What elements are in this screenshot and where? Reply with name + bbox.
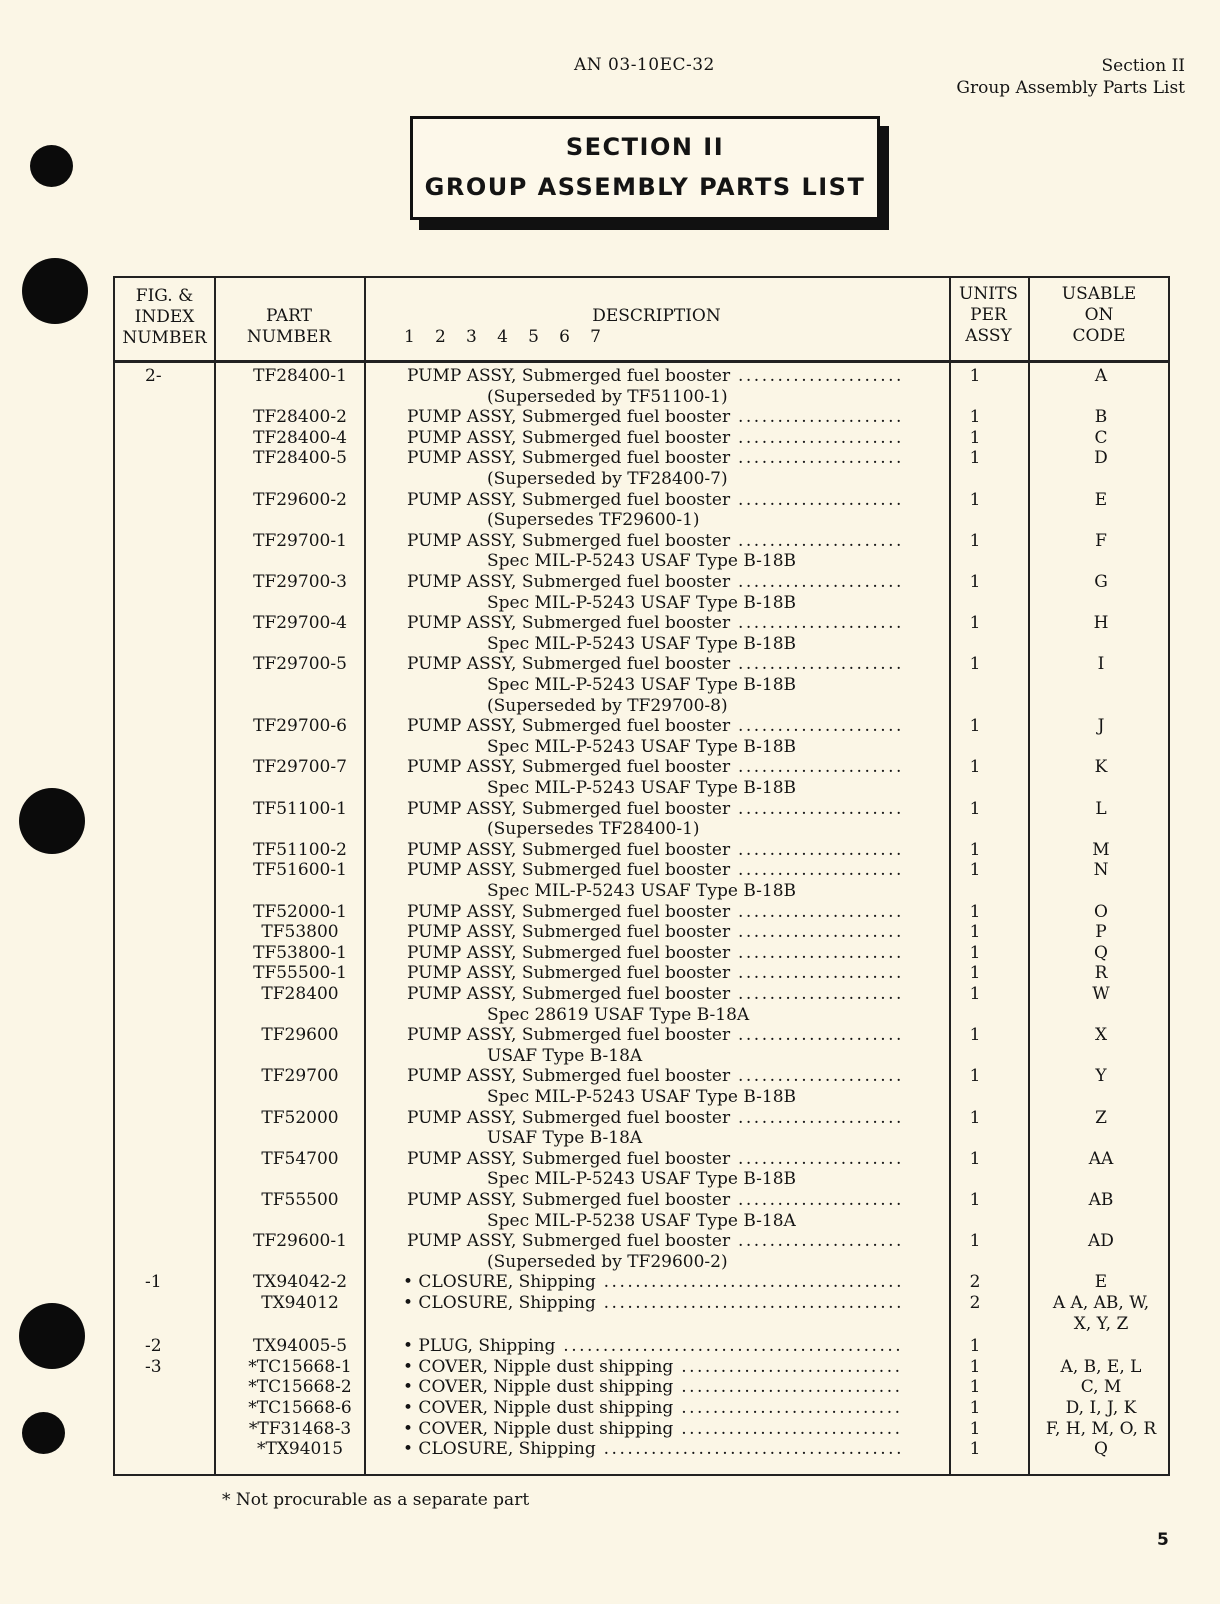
part-number: TF29600-1 <box>253 1231 347 1252</box>
part-number: TF29700-4 <box>253 613 347 634</box>
units-per-assy: 1 <box>969 1148 981 1169</box>
section-label: Section II <box>1101 56 1185 76</box>
units-per-assy: 1 <box>969 1066 981 1087</box>
description <box>407 799 904 819</box>
usable-on-code-continued: X, Y, Z <box>1073 1313 1129 1334</box>
part-number: TF52000-1 <box>253 901 347 922</box>
column-header-units <box>949 278 1028 366</box>
leader-dots: ........................................... <box>555 1336 904 1357</box>
usable-on-code: F, H, M, O, R <box>1045 1418 1157 1439</box>
units-per-assy: 1 <box>969 613 981 634</box>
description-text: PUMP ASSY, Submerged fuel booster <box>407 530 731 551</box>
units-per-assy: 1 <box>969 448 981 469</box>
usable-on-code: I <box>1097 654 1105 675</box>
header-text: FIG. & <box>135 286 194 306</box>
description-text: PUMP ASSY, Submerged fuel booster <box>407 942 731 963</box>
part-number: TF29600 <box>261 1025 339 1046</box>
part-number: *TF31468-3 <box>248 1418 352 1439</box>
header-text: ON <box>1084 305 1114 325</box>
usable-on-code: G <box>1094 572 1108 592</box>
units-per-assy: 1 <box>969 530 981 551</box>
leader-dots: ............................ <box>673 1377 903 1398</box>
description <box>407 860 904 880</box>
description <box>407 428 904 448</box>
leader-dots: ..................... <box>730 1066 904 1087</box>
description-text: PUMP ASSY, Submerged fuel booster <box>407 984 731 1004</box>
part-number: TF51100-1 <box>253 798 347 819</box>
description <box>407 448 904 468</box>
part-number: TF55500-1 <box>253 963 347 984</box>
description-text: PUMP ASSY, Submerged fuel booster <box>407 860 731 881</box>
description <box>407 366 904 386</box>
description <box>407 490 904 510</box>
part-number: TF53800 <box>261 922 339 943</box>
part-number: *TC15668-2 <box>248 1377 352 1398</box>
description-text: • CLOSURE, Shipping <box>403 1439 596 1460</box>
part-number: TF29700-7 <box>253 757 347 778</box>
description-text: PUMP ASSY, Submerged fuel booster <box>407 1066 731 1087</box>
description <box>407 963 904 983</box>
description-text: PUMP ASSY, Submerged fuel booster <box>407 716 731 737</box>
units-per-assy: 1 <box>969 839 981 860</box>
description <box>407 1190 904 1210</box>
header-text: NUMBER <box>246 327 332 347</box>
usable-on-code: E <box>1094 1272 1108 1293</box>
part-number: TF52000 <box>261 1107 339 1128</box>
description-text: • COVER, Nipple dust shipping <box>403 1398 674 1419</box>
binder-hole <box>19 788 85 854</box>
binder-hole <box>22 1412 65 1454</box>
part-number: TF55500 <box>261 1190 339 1210</box>
description-text: • COVER, Nipple dust shipping <box>403 1377 674 1398</box>
running-header <box>956 55 1185 99</box>
usable-on-code: H <box>1093 613 1109 634</box>
description-note: USAF Type B-18A <box>487 1128 643 1149</box>
leader-dots: ..................... <box>730 654 904 675</box>
leader-dots: ............................ <box>673 1356 903 1377</box>
column-header-usable-on-code <box>1028 278 1170 366</box>
index-number: 2- <box>145 366 162 386</box>
description <box>407 613 904 633</box>
usable-on-code: A <box>1094 366 1108 386</box>
usable-on-code: O <box>1094 901 1108 922</box>
description-note: (Superseded by TF51100-1) <box>487 386 728 407</box>
units-per-assy: 1 <box>969 984 981 1004</box>
description-note: (Superseded by TF28400-7) <box>487 469 728 489</box>
units-per-assy: 2 <box>969 1293 981 1313</box>
units-per-assy: 1 <box>969 1190 981 1210</box>
units-per-assy: 1 <box>969 860 981 881</box>
header-text: PER <box>970 305 1007 325</box>
units-per-assy: 1 <box>969 716 981 737</box>
description-note: (Superseded by TF29600-2) <box>487 1251 728 1272</box>
leader-dots: ..................... <box>730 407 904 428</box>
description <box>407 654 904 674</box>
description-text: PUMP ASSY, Submerged fuel booster <box>407 1190 731 1210</box>
part-number: TF28400-2 <box>253 407 347 428</box>
description-text: PUMP ASSY, Submerged fuel booster <box>407 366 731 386</box>
header-text: CODE <box>1072 326 1126 346</box>
leader-dots: ..................... <box>730 716 904 737</box>
description <box>407 840 904 860</box>
leader-dots: ..................... <box>730 572 904 592</box>
column-header-index <box>115 278 214 368</box>
usable-on-code: E <box>1094 489 1108 510</box>
leader-dots: ..................... <box>730 901 904 922</box>
description <box>407 943 904 963</box>
description <box>407 922 904 942</box>
description <box>407 757 904 777</box>
binder-hole <box>19 1303 85 1369</box>
usable-on-code: M <box>1092 839 1110 860</box>
units-per-assy: 1 <box>969 654 981 675</box>
description <box>407 1149 904 1169</box>
header-text: ASSY <box>965 326 1012 346</box>
part-number: TF51100-2 <box>253 839 347 860</box>
usable-on-code: Q <box>1094 942 1108 963</box>
units-per-assy: 1 <box>969 963 981 984</box>
units-per-assy: 1 <box>969 1398 981 1419</box>
leader-dots: ...................................... <box>595 1272 904 1293</box>
part-number: TX94005-5 <box>252 1336 348 1357</box>
units-per-assy: 1 <box>969 407 981 428</box>
leader-dots: ............................ <box>673 1398 903 1419</box>
description-note: Spec MIL-P-5243 USAF Type B-18B <box>487 633 797 654</box>
description <box>407 1108 904 1128</box>
units-per-assy: 2 <box>969 1272 981 1293</box>
part-number: TX94042-2 <box>252 1272 348 1293</box>
leader-dots: ..................... <box>730 984 904 1004</box>
part-number: TF54700 <box>261 1148 339 1169</box>
header-text: INDEX <box>134 307 195 327</box>
description <box>407 407 904 427</box>
section-title-box <box>410 116 880 220</box>
description <box>407 902 904 922</box>
description-note: Spec MIL-P-5243 USAF Type B-18B <box>487 736 797 757</box>
section-heading: GROUP ASSEMBLY PARTS LIST <box>424 173 866 201</box>
header-text: NUMBER <box>122 328 207 348</box>
binder-hole <box>22 258 88 324</box>
usable-on-code: X <box>1094 1025 1108 1046</box>
description-note: Spec MIL-P-5243 USAF Type B-18B <box>487 551 797 572</box>
part-number: *TC15668-1 <box>248 1356 352 1377</box>
leader-dots: ..................... <box>730 530 904 551</box>
units-per-assy: 1 <box>969 366 981 386</box>
usable-on-code: A A, AB, W, <box>1052 1293 1150 1313</box>
units-per-assy: 1 <box>969 942 981 963</box>
units-per-assy: 1 <box>969 1231 981 1252</box>
description <box>403 1419 903 1439</box>
units-per-assy: 1 <box>969 1356 981 1377</box>
description-text: PUMP ASSY, Submerged fuel booster <box>407 798 731 819</box>
description-text: PUMP ASSY, Submerged fuel booster <box>407 407 731 428</box>
units-per-assy: 1 <box>969 1336 981 1357</box>
description-text: PUMP ASSY, Submerged fuel booster <box>407 654 731 675</box>
leader-dots: ..................... <box>730 963 904 984</box>
index-number: -3 <box>145 1356 162 1377</box>
description-text: PUMP ASSY, Submerged fuel booster <box>407 1025 731 1046</box>
description <box>403 1439 904 1459</box>
description-text: PUMP ASSY, Submerged fuel booster <box>407 427 731 448</box>
description <box>407 1066 904 1086</box>
usable-on-code: D <box>1094 448 1108 469</box>
part-number: TF29700-3 <box>253 572 347 592</box>
description <box>403 1293 904 1313</box>
usable-on-code: B <box>1094 407 1108 428</box>
description-text: • COVER, Nipple dust shipping <box>403 1356 674 1377</box>
units-per-assy: 1 <box>969 1025 981 1046</box>
leader-dots: ..................... <box>730 1148 904 1169</box>
description-note: Spec MIL-P-5243 USAF Type B-18B <box>487 675 797 695</box>
description-text: PUMP ASSY, Submerged fuel booster <box>407 613 731 634</box>
description-note: USAF Type B-18A <box>487 1045 643 1066</box>
section-title: SECTION II <box>565 133 725 161</box>
units-per-assy: 1 <box>969 757 981 778</box>
leader-dots: ............................ <box>673 1418 903 1439</box>
part-number: TF28400-5 <box>253 448 347 469</box>
header-text: DESCRIPTION <box>592 306 721 326</box>
description-note: (Superseded by TF29700-8) <box>487 695 728 716</box>
description-text: PUMP ASSY, Submerged fuel booster <box>407 757 731 778</box>
part-number: TX94012 <box>261 1293 339 1313</box>
units-per-assy: 1 <box>969 901 981 922</box>
part-number: TF29700 <box>261 1066 339 1087</box>
units-per-assy: 1 <box>969 1377 981 1398</box>
leader-dots: ..................... <box>730 860 904 881</box>
footnote: * Not procurable as a separate part <box>222 1490 530 1510</box>
description-text: PUMP ASSY, Submerged fuel booster <box>407 572 731 592</box>
usable-on-code: L <box>1095 798 1107 819</box>
description <box>403 1377 903 1397</box>
column-divider <box>949 278 951 1474</box>
part-number: *TX94015 <box>256 1439 344 1460</box>
description <box>403 1272 904 1292</box>
units-per-assy: 1 <box>969 1107 981 1128</box>
units-per-assy: 1 <box>969 572 981 592</box>
leader-dots: ...................................... <box>595 1293 904 1313</box>
description-note: Spec MIL-P-5238 USAF Type B-18A <box>487 1210 796 1231</box>
description-note: Spec MIL-P-5243 USAF Type B-18B <box>487 778 797 798</box>
leader-dots: ..................... <box>730 1231 904 1252</box>
header-text: PART <box>266 306 312 326</box>
part-number: TF28400-1 <box>253 366 347 386</box>
description-text: PUMP ASSY, Submerged fuel booster <box>407 448 731 469</box>
usable-on-code: AD <box>1088 1231 1114 1252</box>
description-text: PUMP ASSY, Submerged fuel booster <box>407 901 731 922</box>
units-per-assy: 1 <box>969 1418 981 1439</box>
usable-on-code: F <box>1095 530 1107 551</box>
description-text: • COVER, Nipple dust shipping <box>403 1418 674 1439</box>
usable-on-code: D, I, J, K <box>1065 1398 1137 1419</box>
part-number: *TC15668-6 <box>248 1398 352 1419</box>
description-text: PUMP ASSY, Submerged fuel booster <box>407 963 731 984</box>
part-number: TF51600-1 <box>253 860 347 881</box>
document-number: AN 03-10EC-32 <box>574 55 715 75</box>
leader-dots: ..................... <box>730 1107 904 1128</box>
part-number: TF29600-2 <box>253 489 347 510</box>
units-per-assy: 1 <box>969 1439 981 1460</box>
description <box>403 1336 903 1356</box>
part-number: TF29700-5 <box>253 654 347 675</box>
usable-on-code: AA <box>1088 1148 1114 1169</box>
leader-dots: ..................... <box>730 366 904 386</box>
description-text: • PLUG, Shipping <box>403 1336 556 1357</box>
description-text: PUMP ASSY, Submerged fuel booster <box>407 839 731 860</box>
description-note: (Supersedes TF28400-1) <box>487 819 700 840</box>
units-per-assy: 1 <box>969 427 981 448</box>
index-number: -1 <box>145 1272 162 1293</box>
leader-dots: ..................... <box>730 427 904 448</box>
units-per-assy: 1 <box>969 489 981 510</box>
description <box>407 716 904 736</box>
leader-dots: ..................... <box>730 757 904 778</box>
units-per-assy: 1 <box>969 922 981 943</box>
usable-on-code: W <box>1092 984 1110 1004</box>
description <box>407 1231 904 1251</box>
description-text: PUMP ASSY, Submerged fuel booster <box>407 1231 731 1252</box>
leader-dots: ..................... <box>730 922 904 943</box>
description <box>407 572 904 592</box>
usable-on-code: N <box>1093 860 1109 881</box>
leader-dots: ...................................... <box>595 1439 904 1460</box>
header-text: UNITS <box>959 284 1018 304</box>
leader-dots: ..................... <box>730 613 904 634</box>
part-number: TF29700-1 <box>253 530 347 551</box>
description-text: PUMP ASSY, Submerged fuel booster <box>407 1148 731 1169</box>
usable-on-code: J <box>1097 716 1105 737</box>
description-note: Spec MIL-P-5243 USAF Type B-18B <box>487 881 797 901</box>
leader-dots: ..................... <box>730 448 904 469</box>
page-number: 5 <box>1157 1530 1169 1550</box>
description-note: Spec MIL-P-5243 USAF Type B-18B <box>487 1087 797 1107</box>
usable-on-code: K <box>1094 757 1108 778</box>
usable-on-code: C, M <box>1080 1377 1122 1398</box>
usable-on-code: Y <box>1095 1066 1107 1087</box>
description <box>403 1398 903 1418</box>
description <box>403 1357 903 1377</box>
leader-dots: ..................... <box>730 839 904 860</box>
description-note: (Supersedes TF29600-1) <box>487 510 700 531</box>
usable-on-code: P <box>1095 922 1107 943</box>
description-note: Spec 28619 USAF Type B-18A <box>487 1004 750 1025</box>
usable-on-code: Q <box>1094 1439 1108 1460</box>
parts-list-table <box>113 276 1170 1476</box>
index-number: -2 <box>145 1336 162 1357</box>
binder-hole <box>30 145 73 187</box>
leader-dots: ..................... <box>730 1190 904 1210</box>
usable-on-code: Z <box>1095 1107 1107 1128</box>
usable-on-code: AB <box>1088 1190 1114 1210</box>
part-number: TF29700-6 <box>253 716 347 737</box>
description <box>407 984 904 1004</box>
part-number: TF28400-4 <box>253 427 347 448</box>
part-number: TF28400 <box>261 984 339 1004</box>
description-text: PUMP ASSY, Submerged fuel booster <box>407 489 731 510</box>
leader-dots: ..................... <box>730 1025 904 1046</box>
section-subtitle: Group Assembly Parts List <box>956 78 1185 98</box>
description-text: PUMP ASSY, Submerged fuel booster <box>407 1107 731 1128</box>
usable-on-code: C <box>1094 427 1108 448</box>
usable-on-code: R <box>1094 963 1108 984</box>
description-note: Spec MIL-P-5243 USAF Type B-18B <box>487 1169 797 1190</box>
description-text: PUMP ASSY, Submerged fuel booster <box>407 922 731 943</box>
usable-on-code: A, B, E, L <box>1060 1356 1142 1377</box>
leader-dots: ..................... <box>730 489 904 510</box>
part-number: TF53800-1 <box>253 942 347 963</box>
description <box>407 1025 904 1045</box>
leader-dots: ..................... <box>730 942 904 963</box>
description-note: Spec MIL-P-5243 USAF Type B-18B <box>487 592 797 613</box>
description-text: • CLOSURE, Shipping <box>403 1272 596 1293</box>
units-per-assy: 1 <box>969 798 981 819</box>
indent-levels: 1 2 3 4 5 6 7 <box>404 327 602 347</box>
header-text: USABLE <box>1061 284 1137 304</box>
leader-dots: ..................... <box>730 798 904 819</box>
description-text: • CLOSURE, Shipping <box>403 1293 596 1313</box>
description <box>407 531 904 551</box>
